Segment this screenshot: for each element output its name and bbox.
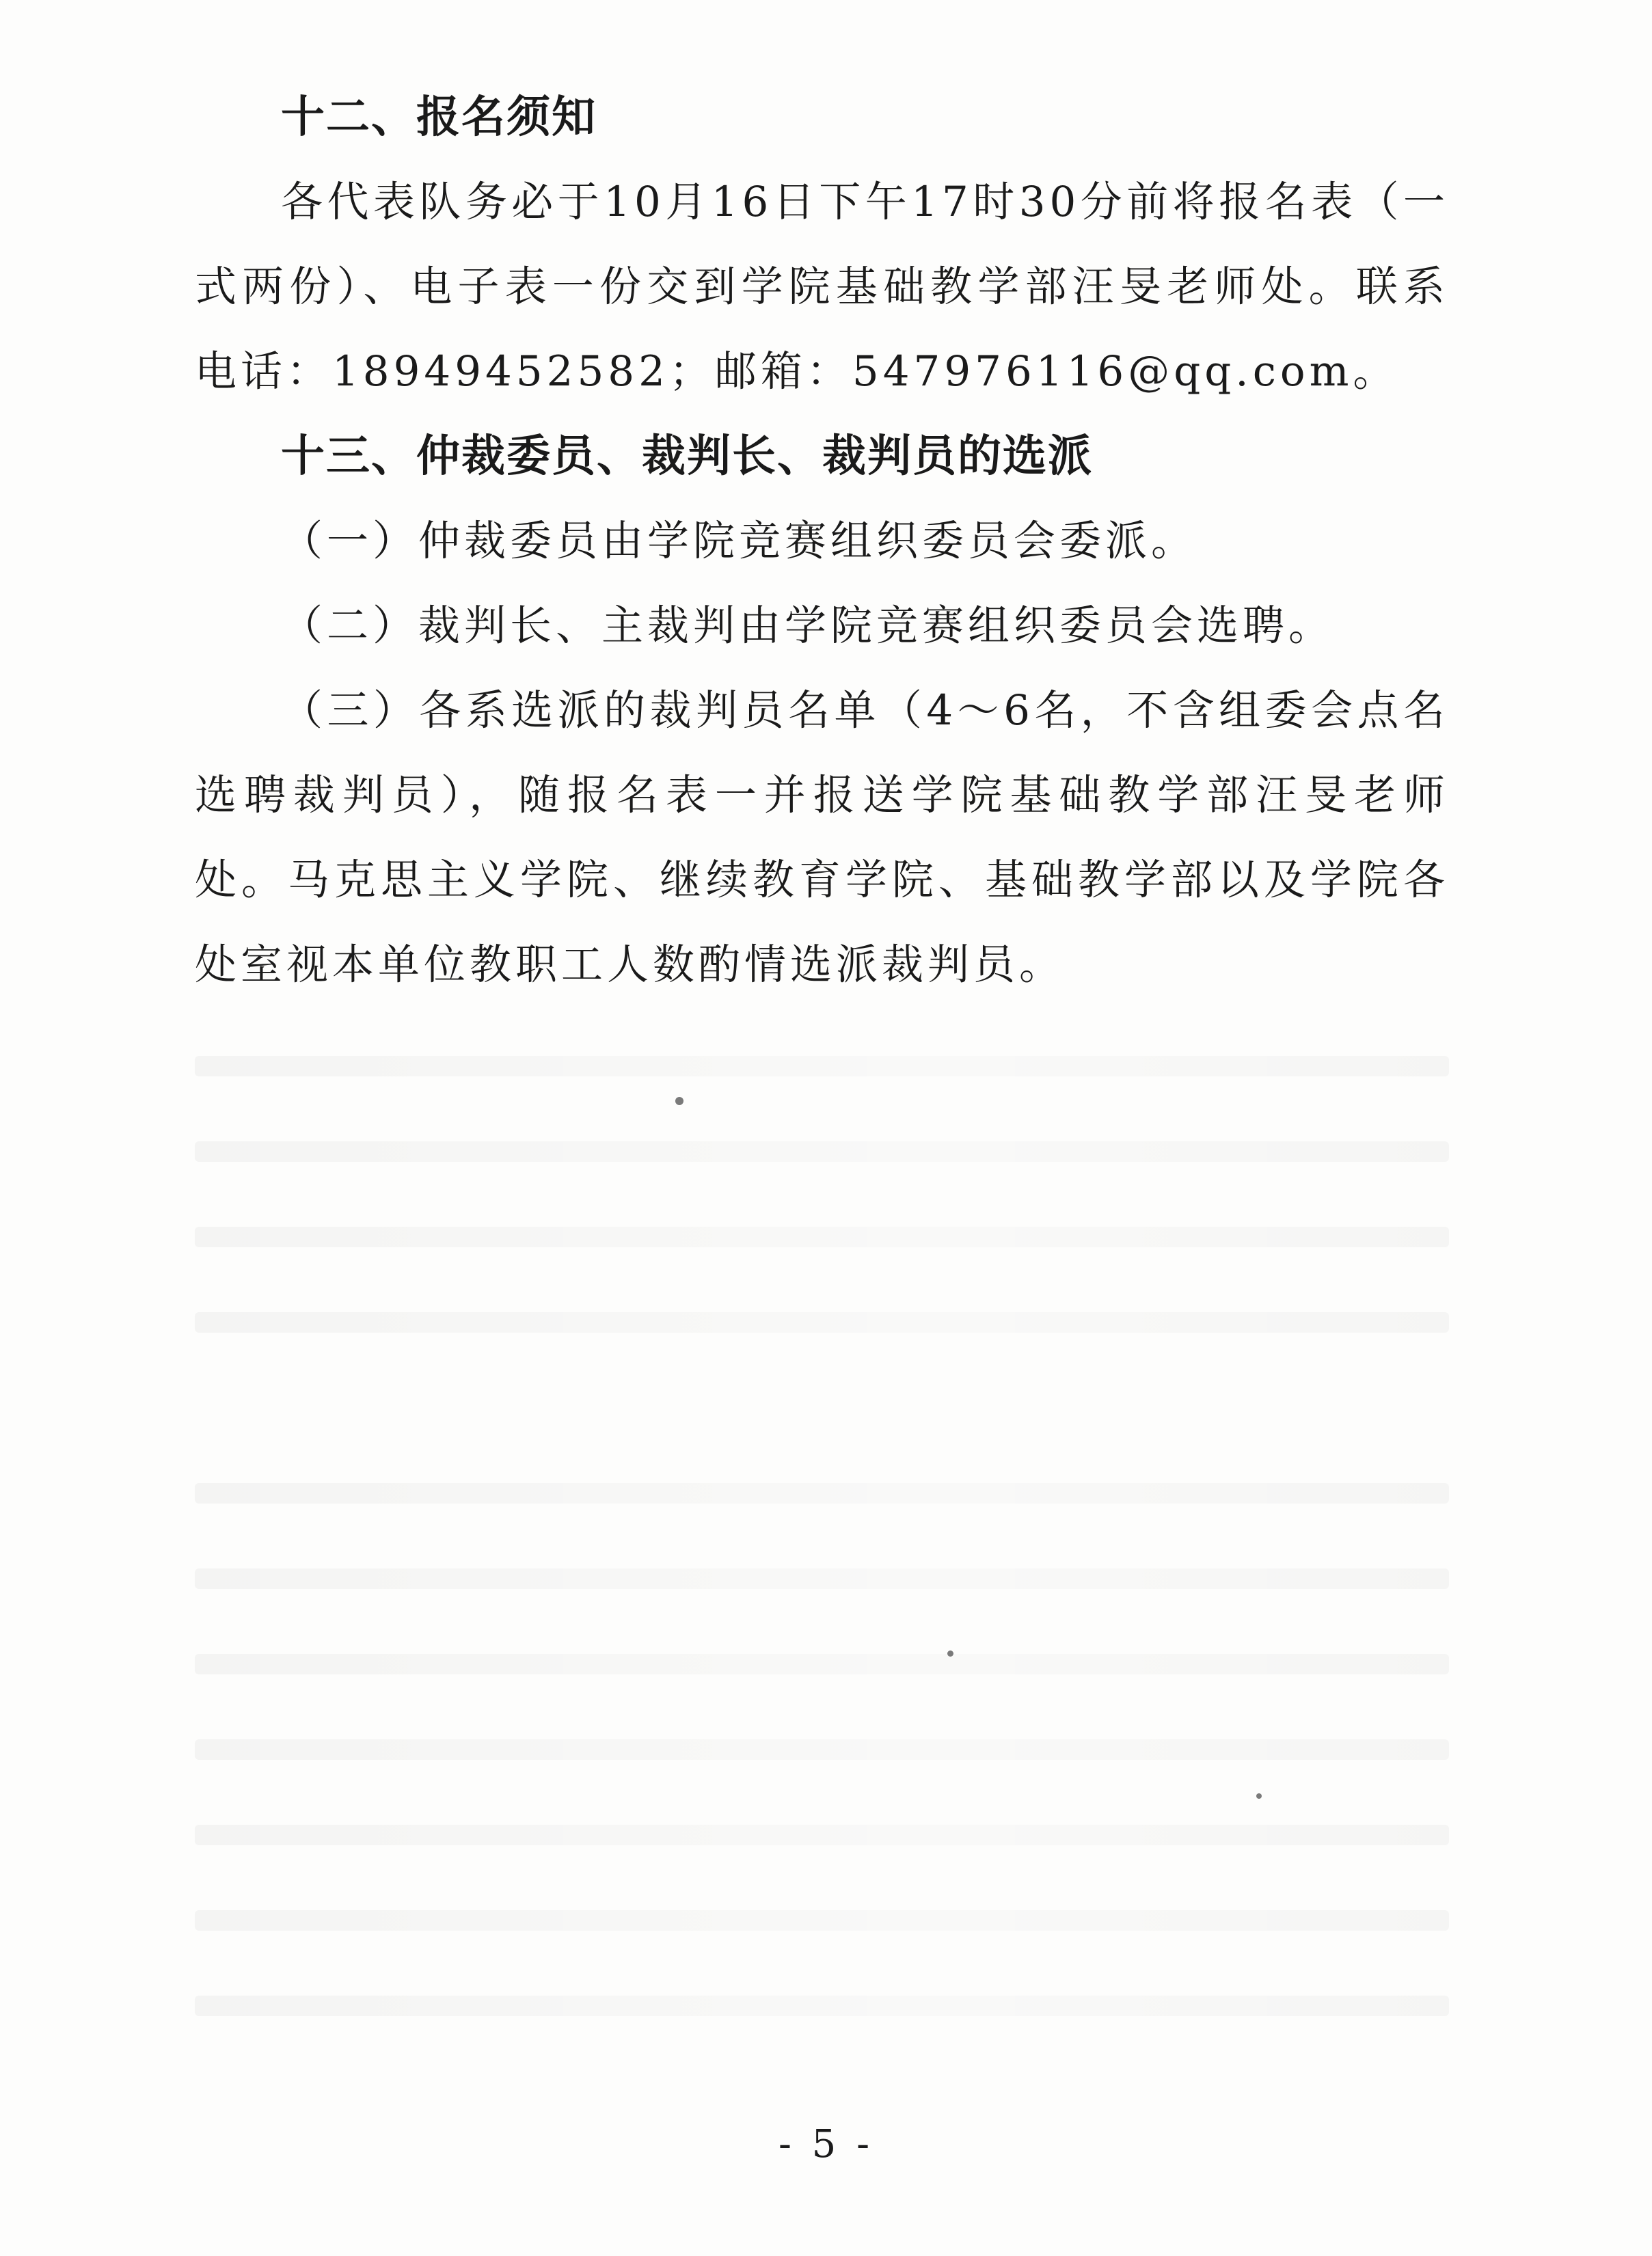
scan-speck: [947, 1650, 953, 1657]
paragraph: （二）裁判长、主裁判由学院竞赛组织委员会选聘。: [281, 601, 1335, 650]
bleed-through-line: [195, 1312, 1449, 1333]
scan-speck: [1256, 1793, 1262, 1799]
bleed-through-line: [195, 1056, 1449, 1076]
bleed-through-line: [195, 1910, 1449, 1931]
bleed-through-line: [195, 1227, 1449, 1247]
document-body: [195, 75, 1449, 1007]
paragraph: （一）仲裁委员由学院竞赛组织委员会委派。: [281, 517, 1197, 565]
bleed-through-line: [195, 1996, 1449, 2016]
bleed-through-line: [195, 1141, 1449, 1162]
paragraph: （三）各系选派的裁判员名单（4～6名，不含组委会点名选聘裁判员），随报名表一并报送学院基础教学部汪旻老师处。马克思主义学院、继续教育学院、基础教学部以及学院各处室视本单位教职工人数酌情选派裁判员。: [195, 686, 1449, 989]
section-registration: [195, 75, 1449, 414]
section-heading: 十三、仲裁委员、裁判长、裁判员的选派: [281, 431, 1093, 482]
bleed-through-line: [195, 1825, 1449, 1845]
bleed-through-line: [195, 1483, 1449, 1504]
scan-speck: [675, 1097, 683, 1105]
section-judges-selection: [195, 414, 1449, 1007]
paragraph: 各代表队务必于10月16日下午17时30分前将报名表（一式两份）、电子表一份交到学院基础教学部汪旻老师处。联系电话：18949452582；邮箱：547976116@qq.com。: [195, 178, 1449, 396]
bleed-through-line: [195, 1568, 1449, 1589]
section-heading: 十二、报名须知: [281, 92, 597, 143]
page-number: - 5 -: [778, 2122, 874, 2166]
bleed-through-line: [195, 1654, 1449, 1674]
bleed-through-line: [195, 1739, 1449, 1760]
